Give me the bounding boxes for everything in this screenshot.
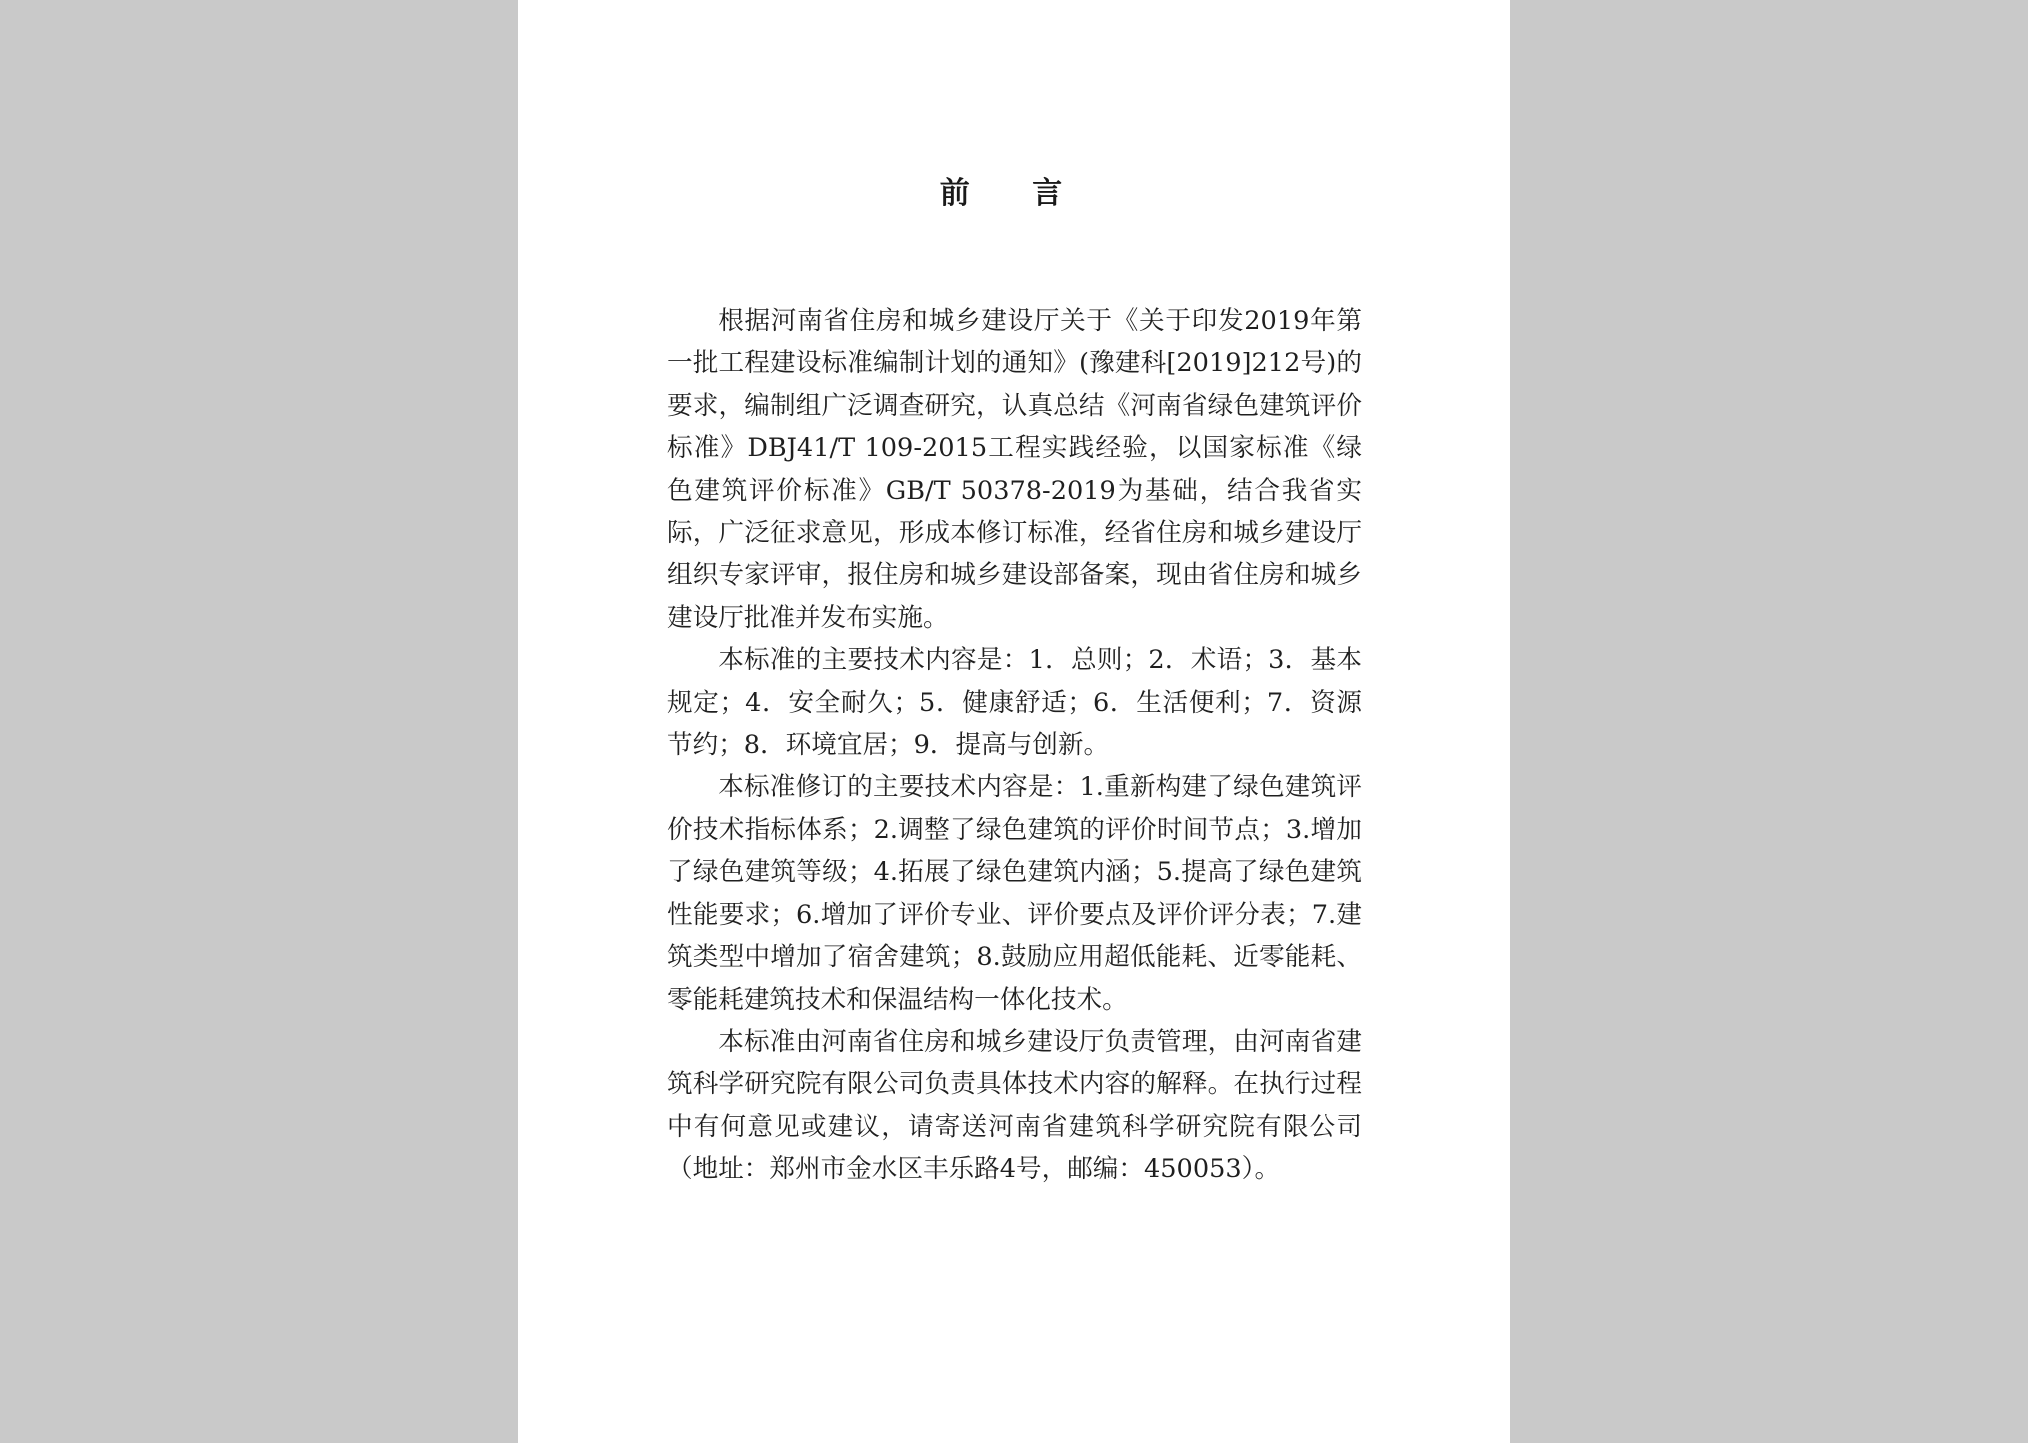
paragraph-management-contact: 本标准由河南省住房和城乡建设厅负责管理，由河南省建筑科学研究院有限公司负责具体技术内容的解释。在执行过程中有何意见或建议，请寄送河南省建筑科学研究院有限公司（地址：郑州市金水区丰乐路4号，邮编：450053）。 xyxy=(667,1026,1362,1185)
paragraph-main-contents: 本标准的主要技术内容是：1．总则；2．术语；3．基本规定；4．安全耐久；5．健康舒适；6．生活便利；7．资源节约；8．环境宜居；9．提高与创新。 xyxy=(667,645,1362,761)
document-body xyxy=(667,300,1362,1191)
paragraph-compilation-basis: 根据河南省住房和城乡建设厅关于《关于印发2019年第一批工程建设标准编制计划的通知》(豫建科[2019]212号)的要求，编制组广泛调查研究，认真总结《河南省绿色建筑评价标准》DBJ41/T 109-2015工程实践经验，以国家标准《绿色建筑评价标准》GB/T 50378-2019为基础，结合我省实际，广泛征求意见，形成本修订标准，经省住房和城乡建设厅组织专家评审，报住房和城乡建设部备案，现由省住房和城乡建设厅批准并发布实施。 xyxy=(667,306,1362,633)
paragraph-revision-contents: 本标准修订的主要技术内容是：1.重新构建了绿色建筑评价技术指标体系；2.调整了绿色建筑的评价时间节点；3.增加了绿色建筑等级；4.拓展了绿色建筑内涵；5.提高了绿色建筑性能要求；6.增加了评价专业、评价要点及评价评分表；7.建筑类型中增加了宿舍建筑；8.鼓励应用超低能耗、近零能耗、零能耗建筑技术和保温结构一体化技术。 xyxy=(667,772,1362,1015)
document-page xyxy=(518,0,1510,1443)
page-title: 前 言 xyxy=(939,176,1089,211)
